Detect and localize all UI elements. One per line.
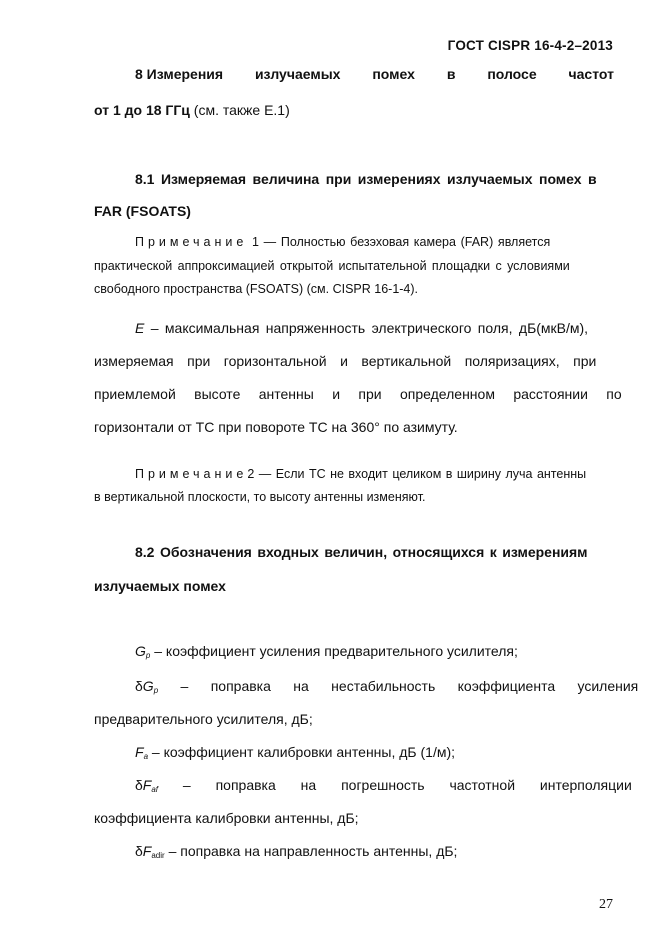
section-8-2-heading-line2: излучаемых помех — [94, 578, 226, 594]
definition-dfadir: $\delta F_{adir}$ – поправка на направленность антенны, дБ; — [135, 843, 458, 860]
definition-dfaf-line2: коэффициента калибровки антенны, дБ; — [94, 810, 359, 826]
definition-fa: $F_a$ – коэффициент калибровки антенны, дБ (1/м); — [135, 744, 456, 761]
section-8-2-heading-line1: 8.2 Обозначения входных величин, относящихся к измерениям — [135, 544, 588, 560]
note-1-line1: Примечание 1 — Полностью безэховая камера (FAR) является — [135, 235, 551, 249]
note-2-line1: Примечание2 — Если ТС не входит целиком в ширину луча антенны — [135, 467, 587, 481]
section-8-heading-line2: от 1 до 18 ГГц (см. также Е.1) — [94, 102, 290, 118]
note-2-line2: в вертикальной плоскости, то высоту антенны изменяют. — [94, 490, 426, 504]
document-header: ГОСТ CISPR 16-4-2–2013 — [447, 38, 613, 53]
paragraph-e-line1: E – максимальная напряженность электрического поля, дБ(мкВ/м), — [135, 320, 589, 336]
paragraph-e-line3: приемлемой высоте антенны и при определенном расстоянии по — [94, 386, 622, 402]
section-8-heading-line1: 8 Измерения излучаемых помех в полосе частот — [135, 66, 614, 82]
note-1-line3: свободного пространства (FSOATS) (см. CISPR 16-1-4). — [94, 282, 419, 296]
page-number: 27 — [599, 897, 613, 912]
paragraph-e-line2: измеряемая при горизонтальной и вертикальной поляризациях, при — [94, 353, 597, 369]
section-8-1-heading-line2: FAR (FSOATS) — [94, 203, 191, 219]
section-8-1-heading-line1: 8.1 Измеряемая величина при измерениях излучаемых помех в — [135, 171, 597, 187]
paragraph-e-line4: горизонтали от ТС при повороте ТС на 360° по азимуту. — [94, 419, 458, 435]
definition-gp: $G_p$ – коэффициент усиления предварительного усилителя; — [135, 643, 518, 660]
definition-dgp-line1: $\delta G_p$ – поправка на нестабильность коэффициента усиления — [135, 678, 639, 695]
definition-dfaf-line1: $\delta F_{af}$ – поправка на погрешность частотной интерполяции — [135, 777, 632, 794]
definition-dgp-line2: предварительного усилителя, дБ; — [94, 711, 313, 727]
note-1-line2: практической аппроксимацией открытой испытательной площадки с условиями — [94, 259, 570, 273]
